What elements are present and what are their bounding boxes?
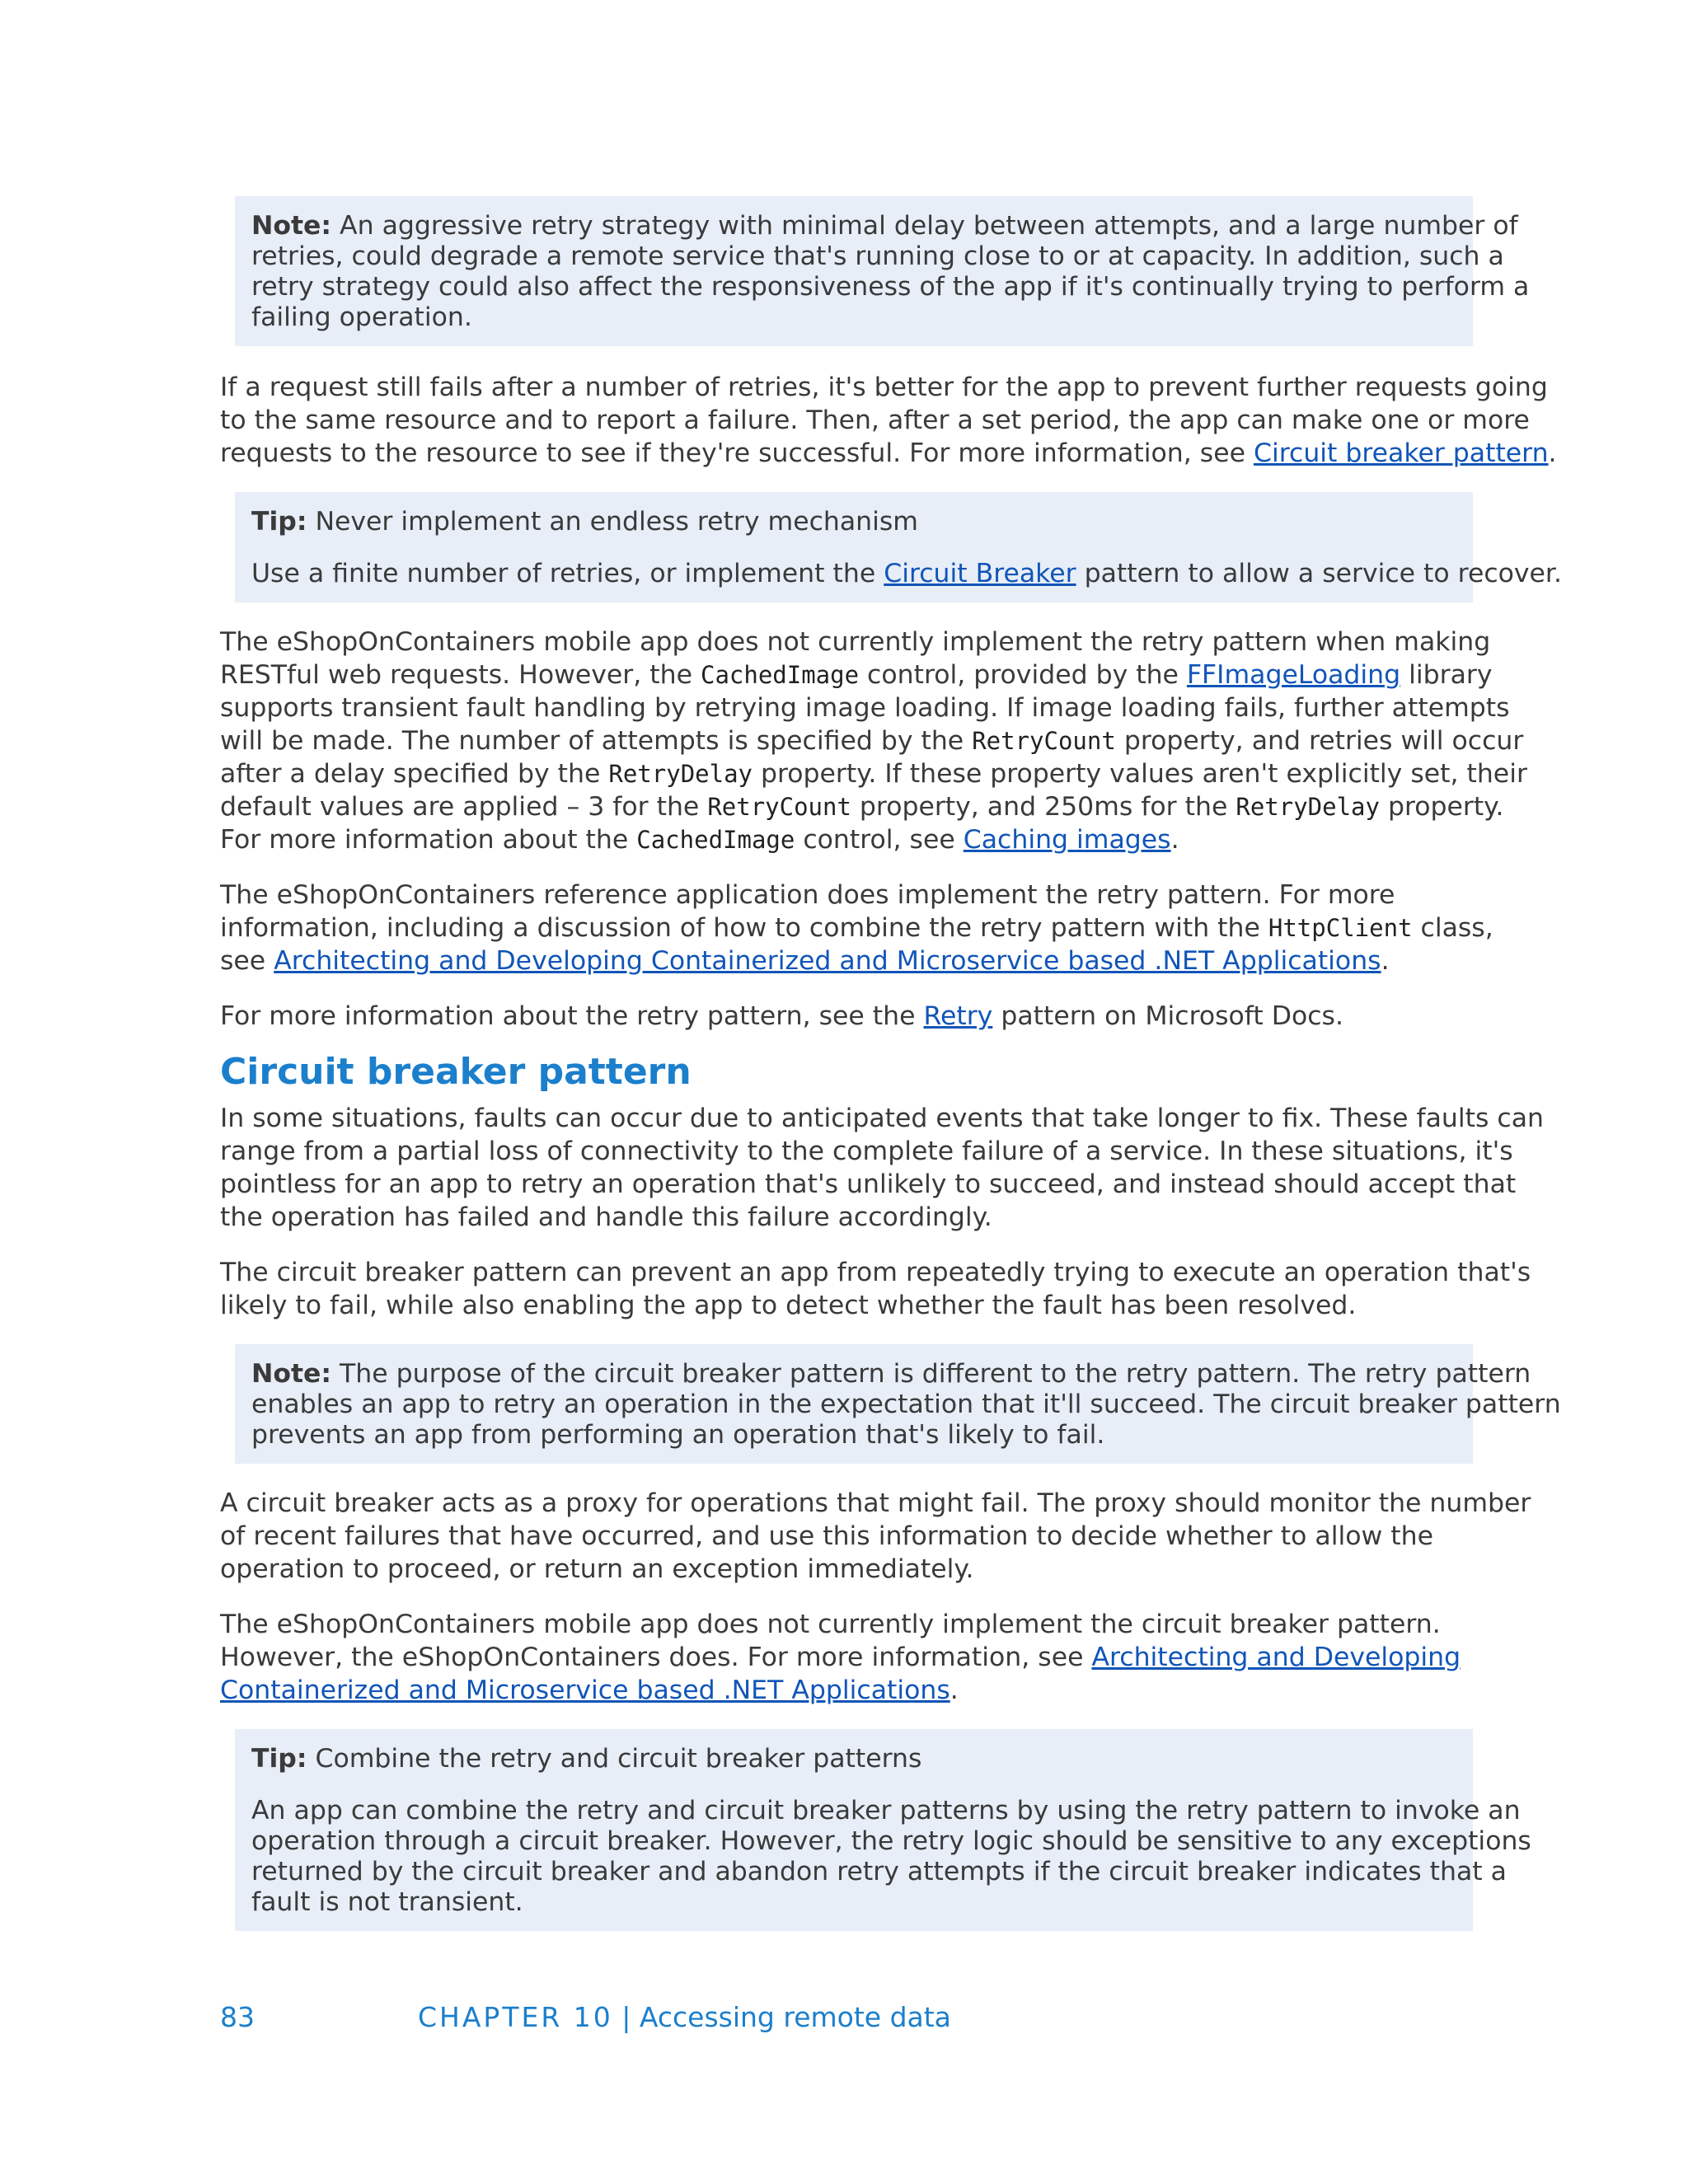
- text-line: For more information about the retry pattern, see the: [220, 1001, 924, 1031]
- code-retrycount: RetryCount: [707, 793, 851, 821]
- tip-label: Tip:: [251, 1744, 307, 1774]
- architecting-apps-link-part1[interactable]: Architecting and Developing: [1091, 1643, 1461, 1672]
- text-line: property. If these property values aren't explicitly set, their: [753, 759, 1527, 789]
- chapter-title: Accessing remote data: [639, 2001, 951, 2033]
- text-line: operation through a circuit breaker. However, the retry logic should be sensitive to any exceptions: [251, 1826, 1531, 1856]
- note-line: retry strategy could also affect the responsiveness of the app if it's continually trying to perform a: [251, 272, 1530, 302]
- code-cachedimage: CachedImage: [700, 661, 860, 689]
- note-label: Note:: [251, 211, 332, 241]
- page-footer: [220, 2001, 951, 2034]
- text-line: pointless for an app to retry an operation that's unlikely to succeed, and instead should accept that: [220, 1169, 1517, 1199]
- paragraph-proxy: [220, 1487, 1531, 1586]
- text-line: likely to fail, while also enabling the app to detect whether the fault has been resolved.: [220, 1291, 1357, 1320]
- text-line: requests to the resource to see if they're successful. For more information, see: [220, 438, 1254, 468]
- text-line: property, and retries will occur: [1115, 726, 1524, 756]
- tip-body: [251, 559, 1563, 589]
- chapter-label: CHAPTER 10: [418, 2001, 613, 2033]
- tip-title: [251, 507, 1456, 537]
- text-line: pattern on Microsoft Docs.: [992, 1001, 1343, 1031]
- code-cachedimage: CachedImage: [636, 826, 795, 854]
- note-line: The purpose of the circuit breaker pattern is different to the retry pattern. The retry pattern: [331, 1359, 1531, 1389]
- text-line: the operation has failed and handle this failure accordingly.: [220, 1202, 992, 1232]
- text-line: An app can combine the retry and circuit breaker patterns by using the retry pattern to invoke an: [251, 1796, 1521, 1825]
- note-line: retries, could degrade a remote service that's running close to or at capacity. In addition, such a: [251, 241, 1504, 271]
- tip-callout-endless-retry: [235, 492, 1563, 602]
- text-line: .: [950, 1675, 959, 1705]
- note-callout-retry: [235, 196, 1530, 346]
- tip-title-text: Combine the retry and circuit breaker patterns: [307, 1744, 922, 1774]
- code-retrydelay: RetryDelay: [608, 760, 753, 788]
- note-line: An aggressive retry strategy with minimal delay between attempts, and a large number of: [331, 211, 1518, 241]
- paragraph-mobile-circuit-breaker: [220, 1608, 1473, 1707]
- ffimageloading-link[interactable]: FFImageLoading: [1186, 660, 1401, 690]
- tip-title: [251, 1744, 1456, 1774]
- text-line: pattern to allow a service to recover.: [1076, 559, 1563, 588]
- text-line: property, and 250ms for the: [851, 792, 1236, 822]
- text-line: fault is not transient.: [251, 1887, 523, 1917]
- text-line: .: [1548, 438, 1557, 468]
- text-line: will be made. The number of attempts is specified by the: [220, 726, 973, 756]
- tip-title-text: Never implement an endless retry mechanism: [307, 507, 918, 537]
- paragraph-mobile-retry: [220, 626, 1527, 856]
- paragraph-retry-failure: [220, 371, 1557, 470]
- text-line: range from a partial loss of connectivity to the complete failure of a service. In these situations, it's: [220, 1137, 1513, 1166]
- text-line: RESTful web requests. However, the: [220, 660, 701, 690]
- text-line: If a request still fails after a number of retries, it's better for the app to prevent further requests going: [220, 373, 1548, 402]
- section-heading: Circuit breaker pattern: [220, 1051, 692, 1093]
- paragraph-retry-docs: [220, 1000, 1473, 1033]
- text-line: The eShopOnContainers reference application does implement the retry pattern. For more: [220, 880, 1395, 910]
- text-line: The eShopOnContainers mobile app does not currently implement the retry pattern when making: [220, 627, 1491, 657]
- circuit-breaker-link[interactable]: Circuit Breaker: [884, 559, 1076, 588]
- text-line: default values are applied – 3 for the: [220, 792, 708, 822]
- page-content: [220, 196, 1563, 1931]
- architecting-apps-link-part2[interactable]: Containerized and Microservice based .NET Applications: [220, 1675, 950, 1705]
- code-retrycount: RetryCount: [972, 727, 1116, 755]
- text-line: property.: [1379, 792, 1504, 822]
- footer-separator: |: [612, 2001, 640, 2033]
- note-callout-circuit-breaker: [235, 1344, 1561, 1464]
- page-number: 83: [220, 2001, 255, 2033]
- text-line: of recent failures that have occurred, and use this information to decide whether to allow the: [220, 1521, 1433, 1551]
- text-line: The eShopOnContainers mobile app does not currently implement the circuit breaker pattern.: [220, 1610, 1441, 1639]
- text-line: However, the eShopOnContainers does. For more information, see: [220, 1643, 1092, 1672]
- note-label: Note:: [251, 1359, 332, 1389]
- text-line: returned by the circuit breaker and abandon retry attempts if the circuit breaker indicates that a: [251, 1857, 1507, 1886]
- text-line: For more information about the: [220, 825, 637, 855]
- note-text: [251, 1359, 1561, 1451]
- circuit-breaker-pattern-link[interactable]: Circuit breaker pattern: [1254, 438, 1549, 468]
- architecting-apps-link[interactable]: Architecting and Developing Containerized and Microservice based .NET Applications: [274, 946, 1381, 976]
- text-line: operation to proceed, or return an exception immediately.: [220, 1554, 974, 1584]
- text-line: see: [220, 946, 274, 976]
- note-line: failing operation.: [251, 302, 472, 332]
- text-line: The circuit breaker pattern can prevent an app from repeatedly trying to execute an operation that's: [220, 1258, 1531, 1287]
- tip-body: [251, 1796, 1531, 1918]
- text-line: library: [1400, 660, 1493, 690]
- caching-images-link[interactable]: Caching images: [963, 825, 1171, 855]
- text-line: after a delay specified by the: [220, 759, 609, 789]
- text-line: information, including a discussion of how to combine the retry pattern with the: [220, 913, 1268, 943]
- note-text: [251, 211, 1530, 333]
- text-line: .: [1381, 946, 1390, 976]
- text-line: In some situations, faults can occur due to anticipated events that take longer to fix. These faults can: [220, 1104, 1544, 1133]
- code-httpclient: HttpClient: [1268, 914, 1413, 942]
- note-line: prevents an app from performing an operation that's likely to fail.: [251, 1420, 1105, 1450]
- tip-label: Tip:: [251, 507, 307, 537]
- paragraph-anticipated-faults: [220, 1102, 1544, 1234]
- retry-pattern-link[interactable]: Retry: [923, 1001, 993, 1031]
- text-line: .: [1170, 825, 1179, 855]
- text-line: control, see: [795, 825, 964, 855]
- paragraph-reference-app: [220, 879, 1493, 977]
- text-line: class,: [1412, 913, 1493, 943]
- tip-callout-combine-patterns: [235, 1729, 1531, 1931]
- text-line: to the same resource and to report a failure. Then, after a set period, the app can make one or more: [220, 405, 1530, 435]
- text-line: Use a finite number of retries, or implement the: [251, 559, 884, 588]
- paragraph-circuit-breaker-intro: [220, 1256, 1531, 1322]
- code-retrydelay: RetryDelay: [1236, 793, 1380, 821]
- text-line: control, provided by the: [859, 660, 1187, 690]
- text-line: supports transient fault handling by retrying image loading. If image loading fails, further attempts: [220, 693, 1510, 723]
- note-line: enables an app to retry an operation in the expectation that it'll succeed. The circuit breaker pattern: [251, 1390, 1561, 1419]
- text-line: A circuit breaker acts as a proxy for operations that might fail. The proxy should monitor the number: [220, 1488, 1531, 1518]
